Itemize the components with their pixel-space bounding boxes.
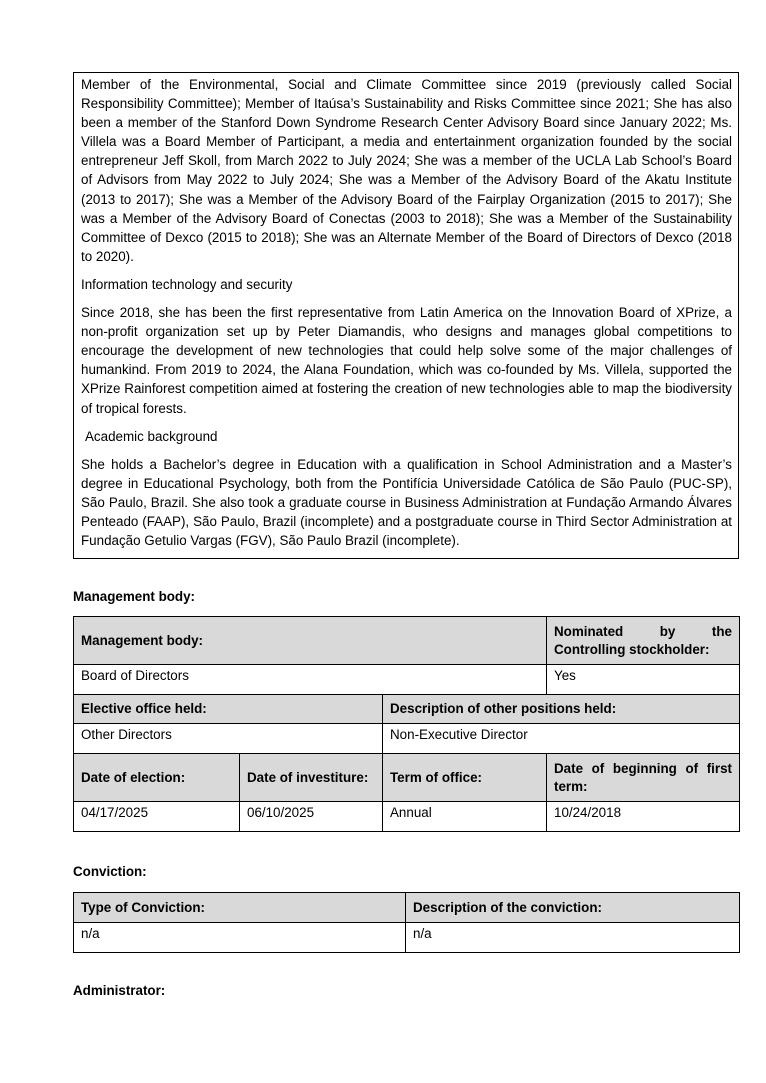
- elective-office-value: Other Directors: [74, 724, 383, 754]
- heading-academic-background: Academic background: [85, 428, 218, 444]
- date-of-investiture-header: Date of investiture:: [240, 754, 383, 802]
- management-body-table: [73, 616, 740, 832]
- elective-office-header: Elective office held:: [74, 695, 383, 724]
- nominated-header: Nominated by the Controlling stockholder:: [547, 617, 740, 665]
- administrator-section-label: Administrator:: [73, 983, 166, 998]
- bio-paragraph-committees: Member of the Environmental, Social and Climate Committee since 2019 (previously called Social Responsibility Committee); Member of Itaúsa’s Sustainability and Risks Committee since 2021; She has also been a member of the Stanford Down Syndrome Research Center Advisory Board since January 2022; Ms. Villela was a Board Member of Participant, a media and entertainment organization founded by the social entrepreneur Jeff Skoll, from March 2022 to July 2024; She was a member of the UCLA Lab School’s Board of Advisors from May 2022 to July 2024; She was a Member of the Advisory Board of the Akatu Institute (2013 to 2017); She was a Member of the Advisory Board of the Fairplay Organization (2015 to 2017); She was a Member of the Advisory Board of Conectas (2003 to 2018); She was a Member of the Sustainability Committee of Dexco (2015 to 2018); She was an Alternate Member of the Board of Directors of Dexco (2018 to 2020).: [81, 77, 732, 264]
- heading-information-technology: Information technology and security: [81, 276, 293, 292]
- bio-paragraph-xprize: Since 2018, she has been the first representative from Latin America on the Innovation Board of XPrize, a non-profit organization set up by Peter Diamandis, who designs and manages global competitions to encourage the development of new technologies that could help solve some of the major challenges of humankind. From 2019 to 2024, the Alana Foundation, which was co-founded by Ms. Villela, supported the XPrize Rainforest competition aimed at fostering the creation of new technologies able to map the biodiversity of tropical forests.: [81, 305, 732, 416]
- term-of-office-header: Term of office:: [383, 754, 547, 802]
- conviction-description-value: n/a: [406, 923, 740, 953]
- conviction-section-label: Conviction:: [73, 864, 147, 879]
- date-of-investiture-value: 06/10/2025: [240, 802, 383, 832]
- date-of-election-header: Date of election:: [74, 754, 240, 802]
- biography-box: [73, 72, 739, 559]
- management-body-section-label: Management body:: [73, 589, 196, 604]
- conviction-type-header: Type of Conviction:: [74, 893, 406, 923]
- date-of-election-value: 04/17/2025: [74, 802, 240, 832]
- other-positions-value: Non-Executive Director: [383, 724, 740, 754]
- conviction-type-value: n/a: [74, 923, 406, 953]
- conviction-table: [73, 892, 740, 953]
- other-positions-header: Description of other positions held:: [383, 695, 740, 724]
- term-of-office-value: Annual: [383, 802, 547, 832]
- nominated-value: Yes: [547, 665, 740, 695]
- management-body-header: Management body:: [74, 617, 547, 665]
- first-term-date-header: Date of beginning of first term:: [547, 754, 740, 802]
- management-body-value: Board of Directors: [74, 665, 547, 695]
- first-term-date-value: 10/24/2018: [547, 802, 740, 832]
- conviction-description-header: Description of the conviction:: [406, 893, 740, 923]
- bio-paragraph-education: She holds a Bachelor’s degree in Education with a qualification in School Administration and a Master’s degree in Educational Psychology, both from the Pontifícia Universidade Católica de São Paulo (PUC-SP), São Paulo, Brazil. She also took a graduate course in Business Administration at Fundação Armando Álvares Penteado (FAAP), São Paulo, Brazil (incomplete) and a postgraduate course in Third Sector Administration at Fundação Getulio Vargas (FGV), São Paulo Brazil (incomplete).: [81, 456, 732, 549]
